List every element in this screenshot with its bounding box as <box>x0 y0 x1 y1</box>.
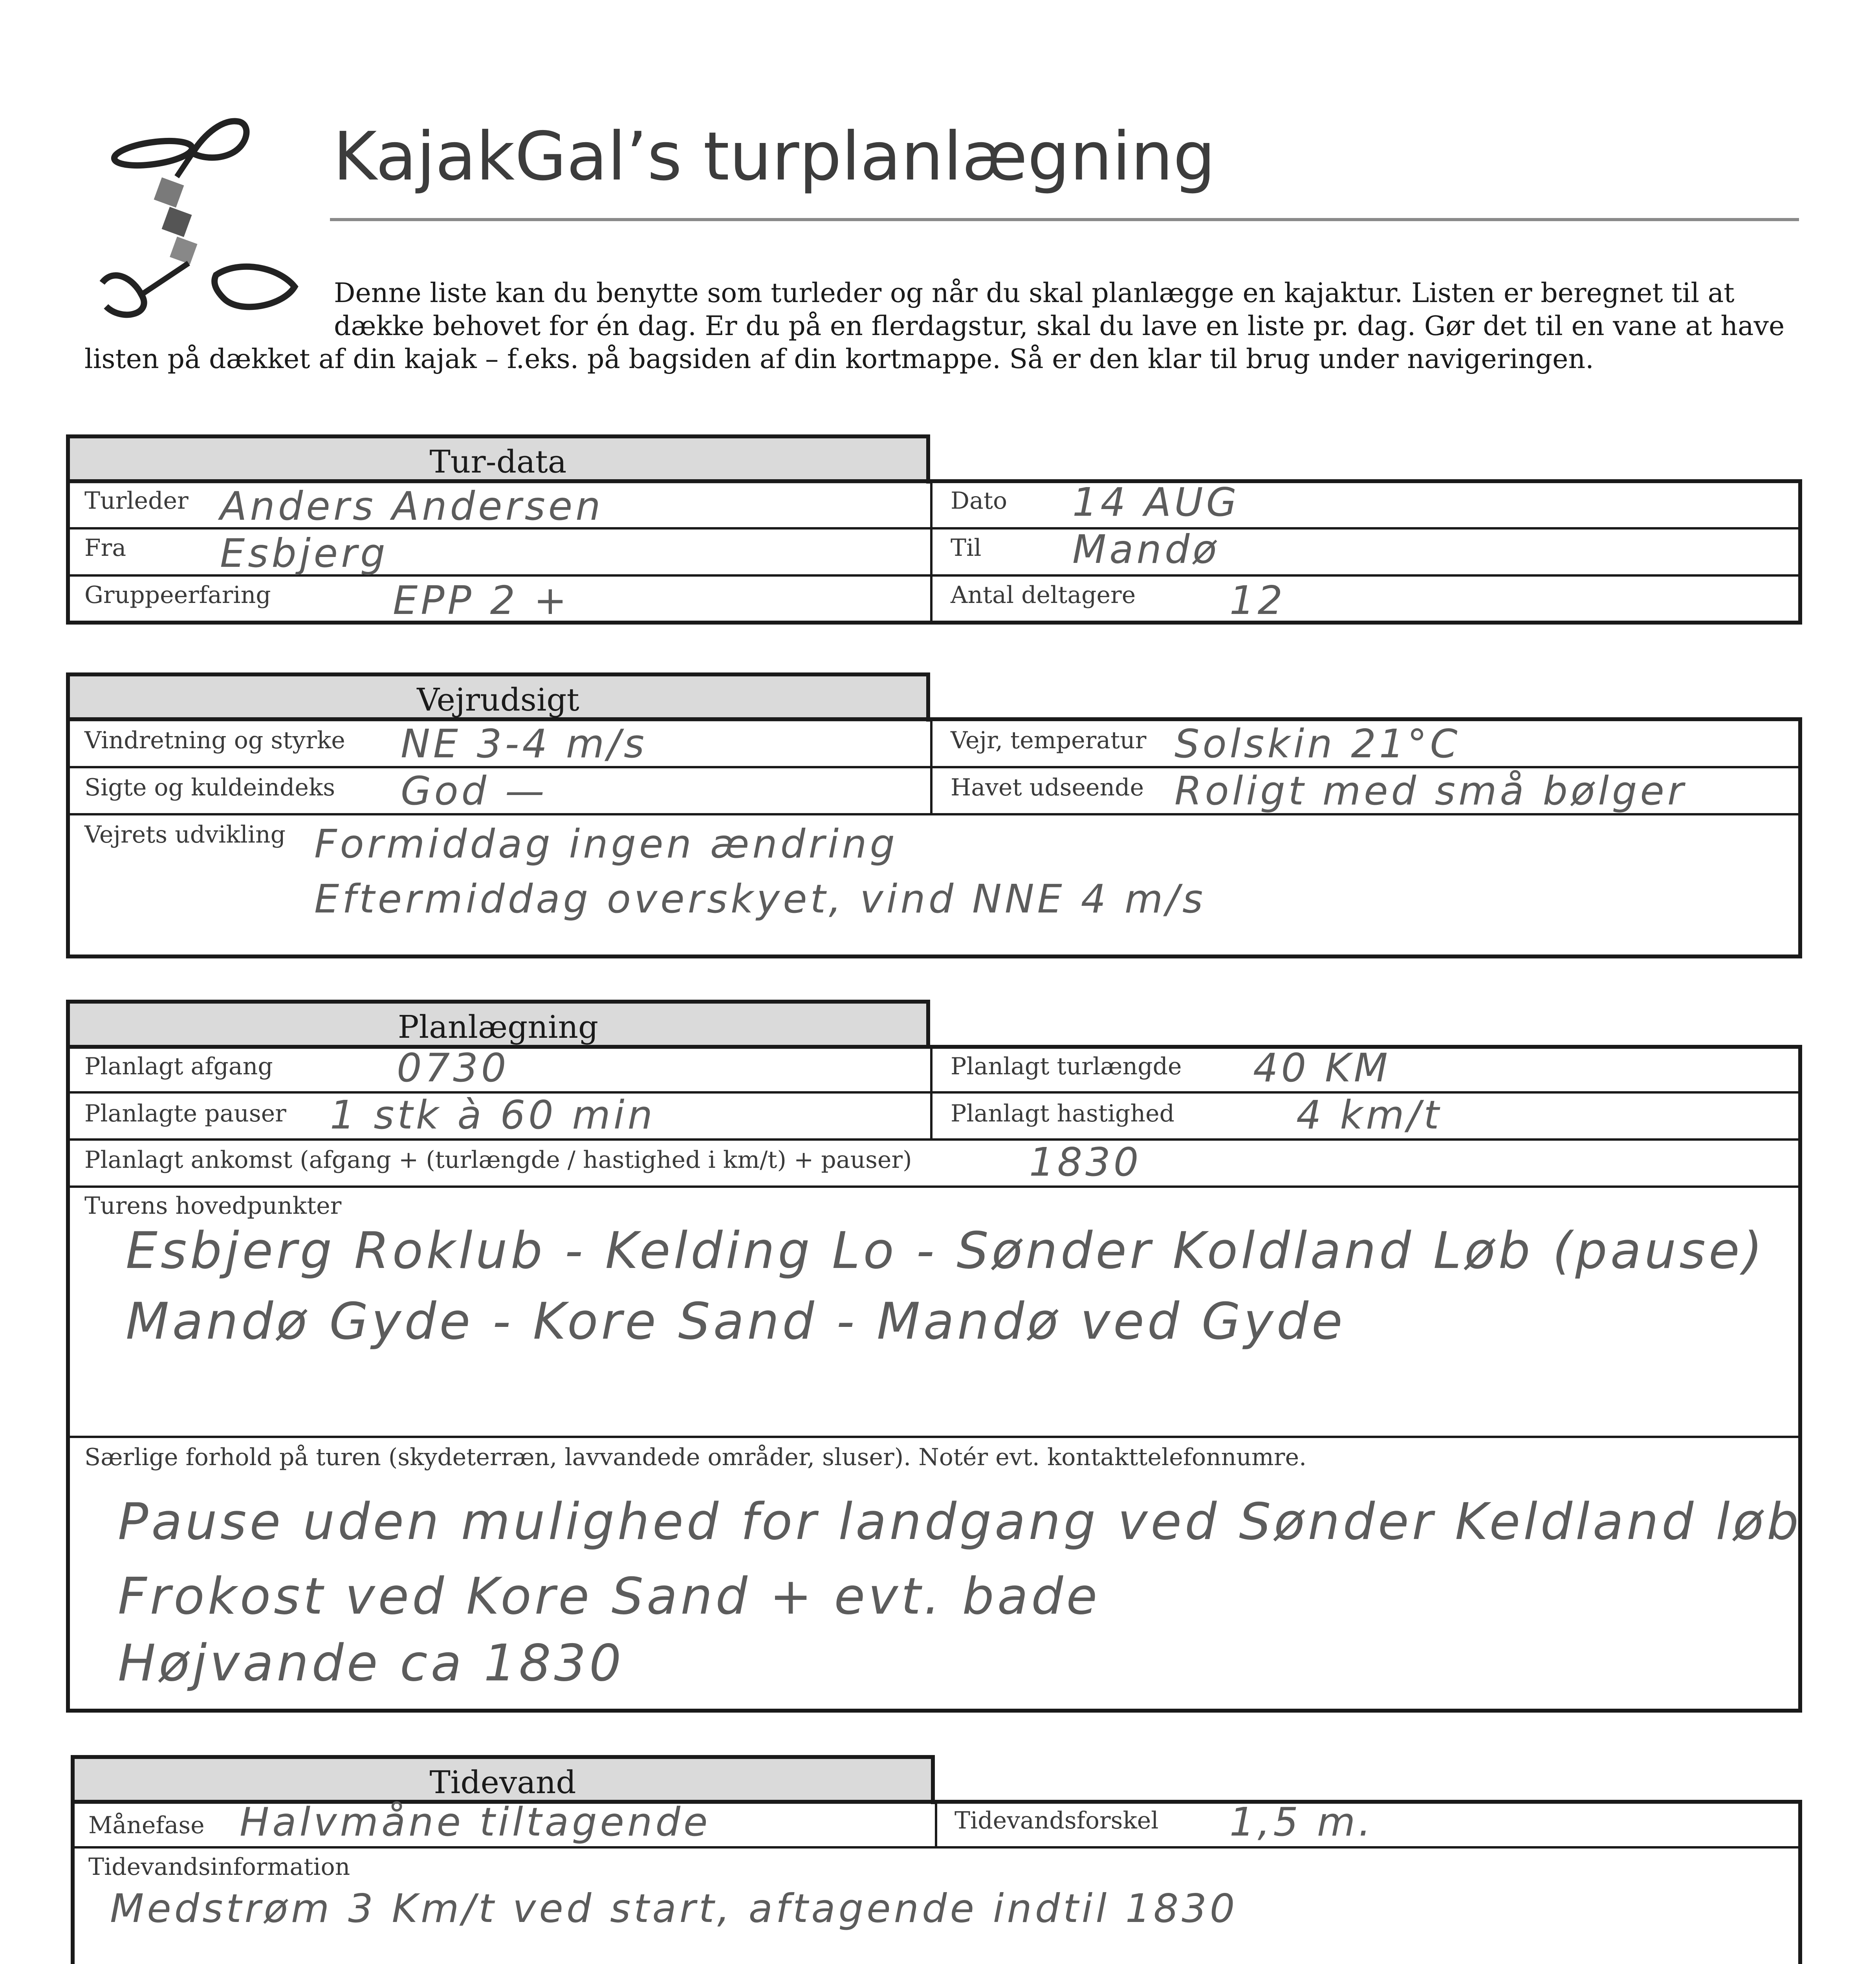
planlagt-hastighed-label: Planlagt hastighed <box>951 1100 1174 1127</box>
kayak-logo-icon <box>75 110 310 330</box>
vejrets-udvikling-line-1: Formiddag ingen ændring <box>314 821 898 867</box>
turleder-value: Anders Andersen <box>220 483 604 529</box>
tidevandsinformation-label: Tidevandsinformation <box>88 1853 350 1881</box>
intro-line-1: Denne liste kan du benytte som turleder og når du skal planlægge en kajaktur. Listen er beregnet til at <box>334 278 1735 309</box>
section-heading-planlaegning: Planlægning <box>66 1000 930 1049</box>
section-heading-tidevand: Tidevand <box>71 1755 935 1804</box>
planlagt-afgang-label: Planlagt afgang <box>84 1053 273 1080</box>
planlagt-ankomst-value: 1830 <box>1029 1139 1142 1185</box>
row-divider <box>66 1091 1802 1094</box>
row-divider <box>66 1436 1802 1438</box>
planlagt-turlaengde-value: 40 KM <box>1253 1045 1391 1091</box>
saerlige-forhold-line-1: Pause uden mulighed for landgang ved Sønder Keldland løb <box>118 1493 1802 1551</box>
saerlige-forhold-line-3: Højvande ca 1830 <box>118 1634 625 1693</box>
hovedpunkter-line-2: Mandø Gyde - Kore Sand - Mandø ved Gyde <box>126 1292 1346 1351</box>
column-divider <box>935 1800 937 1848</box>
antal-deltagere-label: Antal deltagere <box>951 581 1136 609</box>
planlagte-pauser-label: Planlagte pauser <box>84 1100 286 1127</box>
hovedpunkter-line-1: Esbjerg Roklub - Kelding Lo - Sønder Koldland Løb (pause) <box>126 1222 1766 1280</box>
intro-line-2: dække behovet for én dag. Er du på en flerdagstur, skal du lave en liste pr. dag. Gør det til en vane at have <box>334 311 1785 342</box>
column-divider <box>930 479 933 625</box>
vejr-temperatur-value: Solskin 21°C <box>1174 721 1461 767</box>
tidevandsforskel-value: 1,5 m. <box>1229 1799 1374 1845</box>
dato-value: 14 AUG <box>1072 479 1240 525</box>
tidevandsforskel-label: Tidevandsforskel <box>954 1807 1159 1834</box>
planlagt-ankomst-label: Planlagt ankomst (afgang + (turlængde / hastighed i km/t) + pauser) <box>84 1146 912 1174</box>
tidevandsinformation-line-1: Medstrøm 3 Km/t ved start, aftagende indtil 1830 <box>110 1885 1238 1931</box>
planlagte-pauser-value: 1 stk à 60 min <box>330 1092 656 1138</box>
vejrets-udvikling-line-2: Eftermiddag overskyet, vind NNE 4 m/s <box>314 876 1206 922</box>
havet-value: Roligt med små bølger <box>1174 768 1687 814</box>
fra-label: Fra <box>84 534 126 562</box>
gruppeerfaring-label: Gruppeerfaring <box>84 581 271 609</box>
title-divider <box>330 218 1799 221</box>
maanefase-label: Månefase <box>88 1812 205 1839</box>
saerlige-forhold-label: Særlige forhold på turen (skydeterræn, lavvandede områder, sluser). Notér evt. kontakttelefonnumre. <box>84 1444 1307 1471</box>
section-heading-vejrudsigt: Vejrudsigt <box>66 672 930 722</box>
planlagt-turlaengde-label: Planlagt turlængde <box>951 1053 1182 1080</box>
vejrets-udvikling-label: Vejrets udvikling <box>84 821 286 848</box>
row-divider <box>66 1185 1802 1188</box>
hovedpunkter-label: Turens hovedpunkter <box>84 1192 342 1220</box>
sigte-label: Sigte og kuldeindeks <box>84 774 335 801</box>
antal-deltagere-value: 12 <box>1229 577 1286 623</box>
til-value: Mandø <box>1072 526 1220 572</box>
row-divider <box>66 1138 1802 1141</box>
fra-value: Esbjerg <box>220 530 388 576</box>
maanefase-value: Halvmåne tiltagende <box>240 1799 711 1845</box>
column-divider <box>930 1045 933 1140</box>
planlagt-hastighed-value: 4 km/t <box>1296 1092 1442 1138</box>
page-title: KajakGal’s turplanlægning <box>333 118 1216 196</box>
dato-label: Dato <box>951 487 1008 515</box>
column-divider <box>930 717 933 815</box>
havet-label: Havet udseende <box>951 774 1144 801</box>
sigte-value: God — <box>401 768 548 814</box>
til-label: Til <box>951 534 982 562</box>
intro-line-3: listen på dækket af din kajak – f.eks. på bagsiden af din kortmappe. Så er den klar til brug under navigeringen. <box>84 344 1594 375</box>
section-heading-tur-data: Tur-data <box>66 434 930 484</box>
vindretning-label: Vindretning og styrke <box>84 727 345 754</box>
turleder-label: Turleder <box>84 487 189 515</box>
vejr-temperatur-label: Vejr, temperatur <box>951 727 1147 754</box>
saerlige-forhold-line-2: Frokost ved Kore Sand + evt. bade <box>118 1567 1101 1626</box>
planlagt-afgang-value: 0730 <box>397 1045 509 1091</box>
gruppeerfaring-value: EPP 2 + <box>393 577 570 623</box>
vindretning-value: NE 3-4 m/s <box>401 721 648 767</box>
